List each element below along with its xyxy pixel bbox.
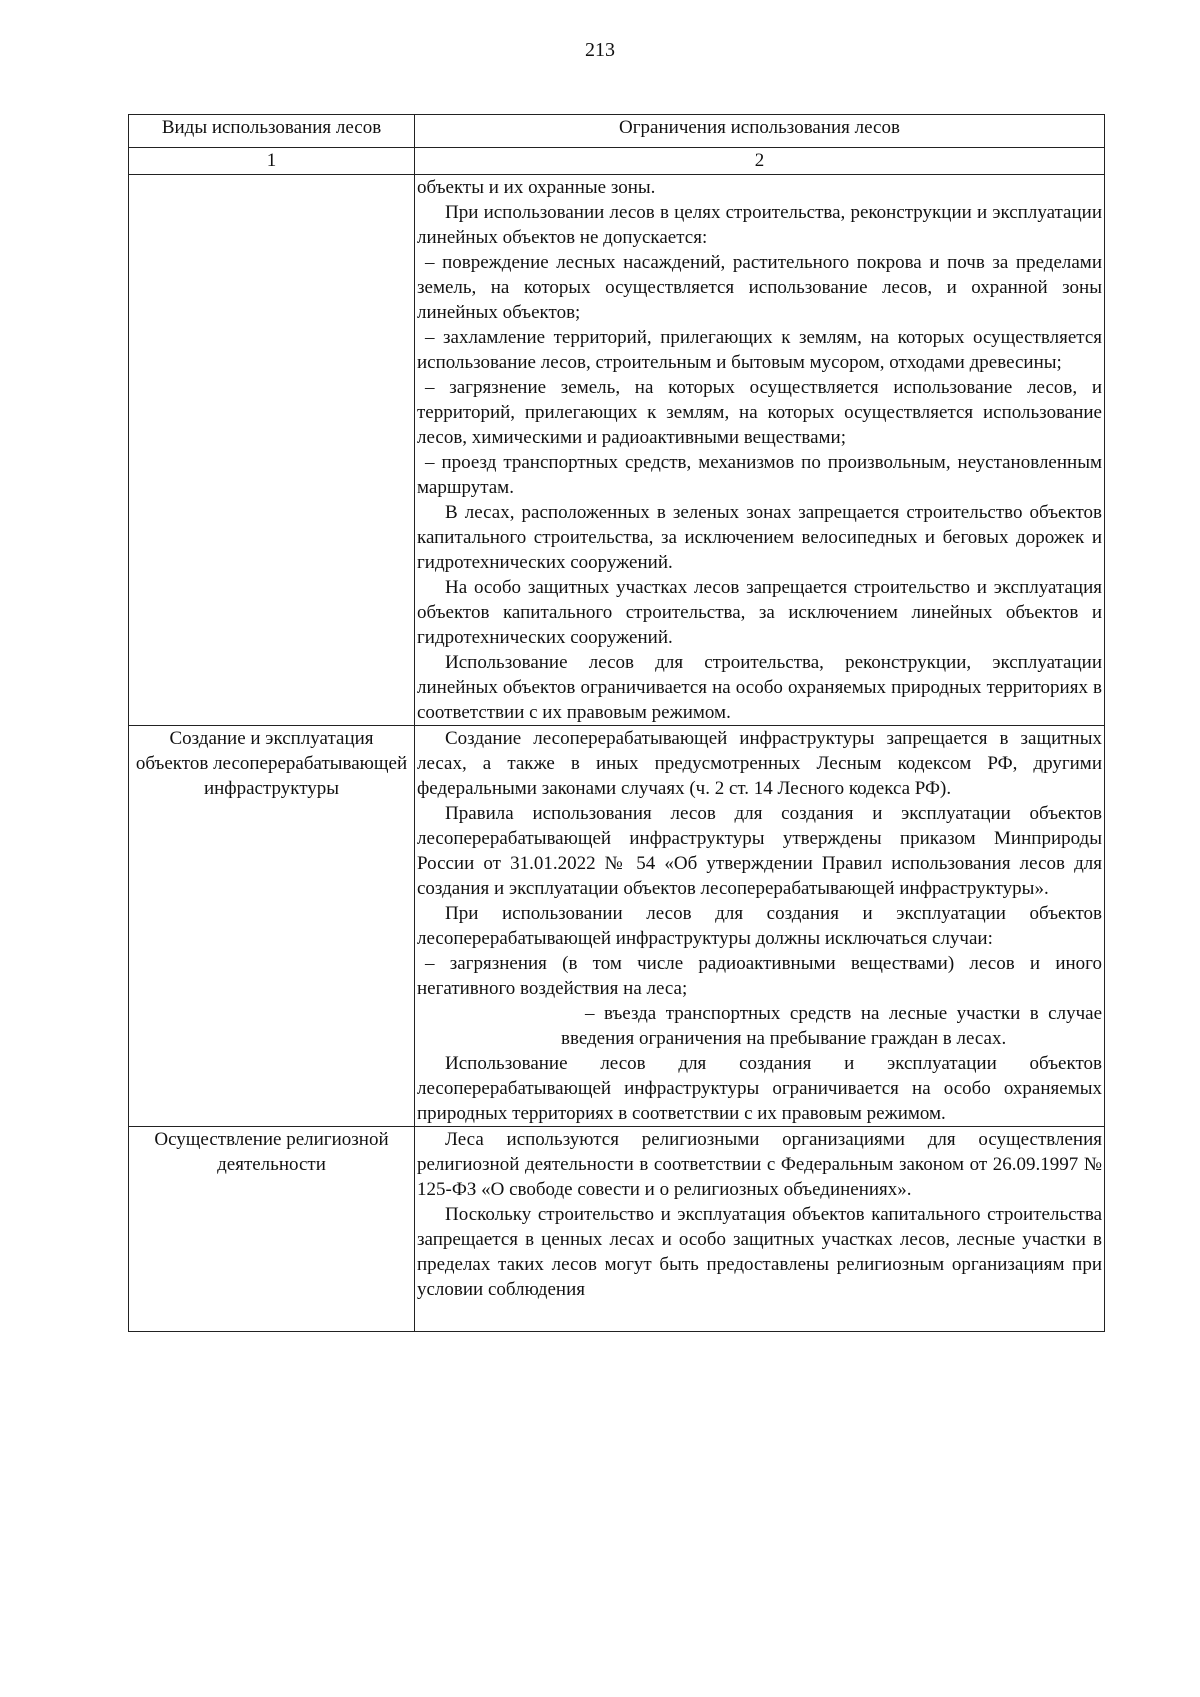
table-row bbox=[129, 726, 1105, 1127]
use-kind-cell: Осуществление религиозной деятельности bbox=[129, 1127, 415, 1332]
use-kind-cell bbox=[129, 175, 415, 726]
paragraph: Использование лесов для создания и эксплуатации объектов лесоперерабатывающей инфраструктуры ограничивается на особо охраняемых природных территориях в соответствии с их правовым режимом. bbox=[417, 1053, 1102, 1124]
column-number-1: 1 bbox=[129, 148, 415, 175]
list-item: – загрязнения (в том числе радиоактивными веществами) лесов и иного негативного воздействия на леса; bbox=[417, 953, 1102, 999]
paragraph: Использование лесов для строительства, реконструкции, эксплуатации линейных объектов ограничивается на особо охраняемых природных территориях в соответствии с их правовым режимом. bbox=[417, 652, 1102, 723]
paragraph: На особо защитных участках лесов запрещается строительство и эксплуатация объектов капитального строительства, за исключением линейных объектов и гидротехнических сооружений. bbox=[417, 577, 1102, 648]
page-number: 213 bbox=[585, 39, 615, 61]
forest-use-table bbox=[128, 114, 1105, 1332]
paragraph: Поскольку строительство и эксплуатация объектов капитального строительства запрещается в ценных лесах и особо защитных участках лесов, лесные участки в пределах таких лесов могут быть предоставлены религиозным организациям при условии соблюдения bbox=[417, 1204, 1102, 1300]
table-row bbox=[129, 175, 1105, 726]
paragraph: Леса используются религиозными организациями для осуществления религиозной деятельности в соответствии с Федеральным законом от 26.09.1997 № 125-ФЗ «О свободе совести и о религиозных объединениях». bbox=[417, 1129, 1102, 1200]
header-restrictions: Ограничения использования лесов bbox=[415, 115, 1105, 148]
restrictions-cell bbox=[415, 175, 1105, 726]
paragraph: При использовании лесов в целях строительства, реконструкции и эксплуатации линейных объектов не допускается: bbox=[417, 202, 1102, 248]
header-use-kinds: Виды использования лесов bbox=[129, 115, 415, 148]
paragraph: Правила использования лесов для создания и эксплуатации объектов лесоперерабатывающей инфраструктуры утверждены приказом Минприроды России от 31.01.2022 № 54 «Об утверждении Правил использования лесов для создания и эксплуатации объектов лесоперерабатывающей инфраструктуры». bbox=[417, 803, 1102, 899]
restrictions-cell bbox=[415, 726, 1105, 1127]
table-header-row bbox=[129, 115, 1105, 148]
paragraph: объекты и их охранные зоны. bbox=[417, 177, 656, 198]
list-item: – проезд транспортных средств, механизмов по произвольным, неустановленным маршрутам. bbox=[417, 452, 1102, 498]
column-number-2: 2 bbox=[415, 148, 1105, 175]
paragraph: В лесах, расположенных в зеленых зонах запрещается строительство объектов капитального строительства, за исключением велосипедных и беговых дорожек и гидротехнических сооружений. bbox=[417, 502, 1102, 573]
list-item: – повреждение лесных насаждений, растительного покрова и почв за пределами земель, на которых осуществляется использование лесов, и охранной зоны линейных объектов; bbox=[417, 252, 1102, 323]
list-item: – въезда транспортных средств на лесные участки в случае введения ограничения на пребывание граждан в лесах. bbox=[561, 1003, 1102, 1049]
paragraph: При использовании лесов для создания и эксплуатации объектов лесоперерабатывающей инфраструктуры должны исключаться случаи: bbox=[417, 903, 1102, 949]
table-row bbox=[129, 1127, 1105, 1332]
list-item: – загрязнение земель, на которых осуществляется использование лесов, и территорий, прилегающих к землям, на которых осуществляется использование лесов, химическими и радиоактивными веществами; bbox=[417, 377, 1102, 448]
list-item: – захламление территорий, прилегающих к землям, на которых осуществляется использование лесов, строительным и бытовым мусором, отходами древесины; bbox=[417, 327, 1102, 373]
use-kind-cell: Создание и эксплуатация объектов лесоперерабатывающей инфраструктуры bbox=[129, 726, 415, 1127]
column-number-row bbox=[129, 148, 1105, 175]
paragraph: Создание лесоперерабатывающей инфраструктуры запрещается в защитных лесах, а также в иных предусмотренных Лесным кодексом РФ, другими федеральными законами случаях (ч. 2 ст. 14 Лесного кодекса РФ). bbox=[417, 728, 1102, 799]
restrictions-cell bbox=[415, 1127, 1105, 1332]
